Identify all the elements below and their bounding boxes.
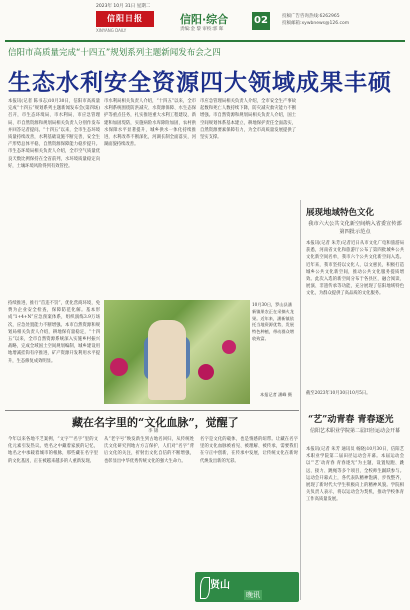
newspaper-logo: 信阳日报 [96,11,154,27]
culture-author: 李 锦 [148,429,159,434]
page-number: 02 [252,12,270,30]
story1-body: 本报讯(记者 朱芳)记者近日从市文化广电和旅游局获悉，河南省文化和旅游厅公布了第四批城乡公共文化新空间名单，我市六个公共文化新空间入选。近年来，我市坚持以文化人、以文惠民，积极打造城乡公共文化新空间，推动公共文化服务提质增效。此次入选的新空间分布于各县区，融合阅读、展演、非遗传承等功能，充分展现了信阳地域特色文化，为群众提供了高品质的文化服务。 [306,241,404,297]
section-title: 信阳·综合 [180,13,229,26]
culture-headline: 藏在名字里的“文化血脉”，觉醒了 [72,416,239,429]
ad-subtitle: 晚讯 [246,591,260,599]
story1-headline: 展现地域特色文化 [306,208,375,218]
contact-info [282,13,349,27]
section-divider [5,410,299,411]
column-divider [300,200,301,600]
lead-column-4: 持续推进，推行“首违不罚”，优化营商环境，免费为企业安全检查，保障防范化解。基本形成“1+4+N”应急预案体系，组织演练3.9万场次，应急处置能力不断增强。本市自然资源和规划局相关负责人介绍，耕地保有量稳定，“十四五”以来，全市自然资源系统深入实施乡村振兴战略，完成全域国土空间规划编制，城乡建设用地增减挂钩有序推进，矿产资源开发利用水平提升，生态修复成效明显。 [8,301,100,364]
ad-title: 贤山 [210,580,230,591]
culture-column-1: 今年以来各地不乏案例，“文字”“名字”里的文化元素引发热议。姓名之中藏着家族的记忆，地名之中承载着城市的根脉，那些藏在名字里的文化基因，正在被越来越多的人重新发现。 [8,437,98,464]
masthead [96,9,402,37]
culture-column-2: 从“老字号”焕发新生到古地名回归，从传统姓氏文化研究到地方方言保护，人们对“名字”背后文化的关注，折射出文化自信的不断增强，也彰显出中华优秀传统文化的强大生命力。 [104,437,194,464]
story2-body: 本报讯(记者 朱芳 通讯员 杨晓)10月30日，信阳艺术职业学院第二届田径运动会开幕。本届运动会以“‘艺’动青春 青春逐光”为主题，设置短跑、跳远、接力、跳绳等多个项目，全校师生踊跃参与。运动会开幕式上，各代表队精神饱满、步伐整齐，展现了新时代大学生积极向上的精神风貌。学院相关负责人表示，将以运动会为契机，推动学校体育工作高质量发展。 [306,447,404,503]
lead-kicker: 信阳市高质量完成“十四五”规划系列主题新闻发布会之四 [8,48,221,58]
lead-column-1: 本报讯(记者 陈书志)10月30日，信阳市高质量完成“十四五”规划系列主题新闻发布会(第四场)召开，市生态环境局、市水利局、市应急管理局、市自然资源和规划局相关负责人分别作发布并回答记者提问。“十四五”以来，全市生态环境质量持续改善，水利基础设施不断完善，安全生产形势总体平稳，自然资源保障能力稳步提升。市生态环境局相关负责人介绍，全市空气质量优良天数比例保持在全省前列，水环境质量稳定向好，土壤环境风险得到有效管控。 [8,99,100,169]
contact-email: 投稿邮箱:xywbnews@126.com [282,21,350,26]
culture-column-3: 名字是文化的载体，也是情感的纽带。让藏在名字里的文化血脉被看见、被理解、被传承，需要我们在守正中创新，在传承中发展，让传统文化在新时代焕发出新的光彩。 [200,437,298,464]
photo-credit: 本报记者 潘峰 摄 [260,392,292,397]
story1-subhead: 我市六大公共文化新空间纳入省委宣传部第四批示范点 [308,221,402,235]
leaf-icon [200,577,210,599]
lead-headline: 生态水利安全资源四大领域成果丰硕 [8,69,392,96]
photo-caption: 10月30日，罗山县潘新镇果农正在采摘火龙果。近年来，潘新镇依托当地资源优势，发展特色种植，带动群众增收致富。 [252,302,294,341]
story2-subhead: 信阳艺术职业学院第二届田径运动会开幕 [309,428,400,434]
story1-dateline: 截至2023年10月30日10月5日。 [306,391,371,396]
section-editor: 责编:金 黎 审校:郭 晖 [180,27,224,32]
header-rule [5,40,405,42]
logo-subtitle: XINYANG DAILY [96,28,127,33]
lead-column-3: 市应急管理局相关负责人介绍，全市安全生产事故起数和死亡人数持续下降，防灾减灾救灾能力不断增强。市自然资源和规划局相关负责人介绍，国土空间规划体系基本建立，耕地保护责任全面落实，自然资源要素保障有力，为全市高质量发展提供了坚实支撑。 [200,99,296,141]
date-line: 2023年 10月 31日 星期二 [96,4,151,9]
contact-phone: 投稿广告咨询热线:6262965 [282,14,340,19]
news-photo [104,300,250,404]
story2-headline: “艺”动青春 青春逐光 [308,415,394,425]
lead-column-2: 市水利局相关负责人介绍，“十四五”以来，全市水利系统围绕防洪减灾、水资源保障、水生态保护等重点任务，扎实推进重大水利工程建设，新建和加固堤防，实施病险水库除险加固，农村供水保障水平显著提升，城乡供水一体化持续推进，水利改革不断深化，河湖长制全面落实，河湖面貌持续改善。 [104,99,196,148]
